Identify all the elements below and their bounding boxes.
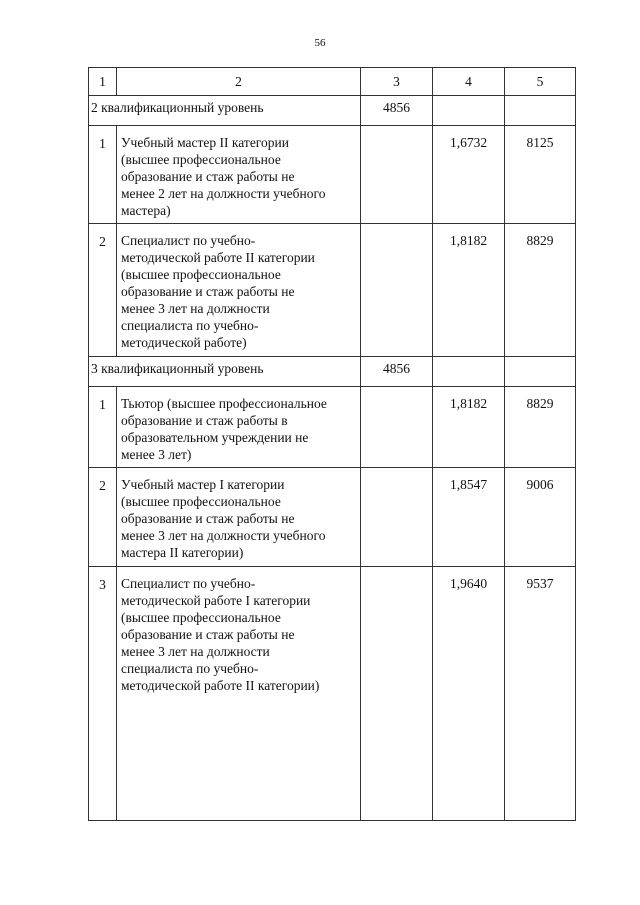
salary: 8125 <box>505 126 576 224</box>
qualification-level-row <box>89 357 576 387</box>
position-description <box>117 468 361 567</box>
description-line: образование и стаж работы не <box>121 627 295 642</box>
description-line: менее 3 лет на должности <box>121 301 270 316</box>
salary-table <box>88 67 576 821</box>
description-line: специалиста по учебно- <box>121 318 259 333</box>
description-line: (высшее профессиональное <box>121 267 281 282</box>
row-number: 2 <box>89 224 117 357</box>
qualification-level-label: 2 квалификационный уровень <box>89 96 361 126</box>
description-line: Учебный мастер I категории <box>121 477 285 492</box>
position-description <box>117 126 361 224</box>
column-header: 2 <box>117 68 361 96</box>
description-line: (высшее профессиональное <box>121 610 281 625</box>
description-line: образование и стаж работы в <box>121 413 288 428</box>
position-description <box>117 387 361 468</box>
description-line: специалиста по учебно- <box>121 661 259 676</box>
empty-cell <box>505 96 576 126</box>
base-salary: 4856 <box>361 96 433 126</box>
position-description <box>117 224 361 357</box>
column-header: 4 <box>433 68 505 96</box>
coefficient: 1,8547 <box>433 468 505 567</box>
coefficient: 1,9640 <box>433 567 505 821</box>
salary: 9537 <box>505 567 576 821</box>
qualification-level-label: 3 квалификационный уровень <box>89 357 361 387</box>
column-header: 1 <box>89 68 117 96</box>
empty-cell <box>361 126 433 224</box>
description-line: мастера II категории) <box>121 545 244 560</box>
page-number: 56 <box>314 37 326 49</box>
table-row <box>89 126 576 224</box>
description-line: методической работе) <box>121 335 247 350</box>
empty-cell <box>361 468 433 567</box>
table-row <box>89 387 576 468</box>
salary: 8829 <box>505 224 576 357</box>
salary: 8829 <box>505 387 576 468</box>
empty-cell <box>361 567 433 821</box>
coefficient: 1,6732 <box>433 126 505 224</box>
row-number: 1 <box>89 387 117 468</box>
coefficient: 1,8182 <box>433 387 505 468</box>
description-line: Учебный мастер II категории <box>121 135 289 150</box>
empty-cell <box>505 357 576 387</box>
description-line: Тьютор (высшее профессиональное <box>121 396 327 411</box>
coefficient: 1,8182 <box>433 224 505 357</box>
description-line: Специалист по учебно- <box>121 233 256 248</box>
qualification-level-row <box>89 96 576 126</box>
description-line: менее 3 лет на должности учебного <box>121 528 326 543</box>
description-line: менее 2 лет на должности учебного <box>121 186 326 201</box>
table-row <box>89 224 576 357</box>
description-line: мастера) <box>121 203 171 218</box>
description-line: методической работе II категории <box>121 250 315 265</box>
position-description <box>117 567 361 821</box>
column-header: 3 <box>361 68 433 96</box>
description-line: методической работе II категории) <box>121 678 320 693</box>
description-line: (высшее профессиональное <box>121 152 281 167</box>
description-line: Специалист по учебно- <box>121 576 256 591</box>
row-number: 2 <box>89 468 117 567</box>
description-line: образование и стаж работы не <box>121 511 295 526</box>
description-line: методической работе I категории <box>121 593 311 608</box>
column-header: 5 <box>505 68 576 96</box>
empty-cell <box>433 357 505 387</box>
empty-cell <box>361 224 433 357</box>
description-line: менее 3 лет) <box>121 447 192 462</box>
table-header-row <box>89 68 576 96</box>
row-number: 1 <box>89 126 117 224</box>
description-line: менее 3 лет на должности <box>121 644 270 659</box>
empty-cell <box>433 96 505 126</box>
description-line: образование и стаж работы не <box>121 169 295 184</box>
description-line: (высшее профессиональное <box>121 494 281 509</box>
description-line: образование и стаж работы не <box>121 284 295 299</box>
salary: 9006 <box>505 468 576 567</box>
empty-cell <box>361 387 433 468</box>
table-row <box>89 468 576 567</box>
description-line: образовательном учреждении не <box>121 430 309 445</box>
table-row <box>89 567 576 821</box>
row-number: 3 <box>89 567 117 821</box>
base-salary: 4856 <box>361 357 433 387</box>
